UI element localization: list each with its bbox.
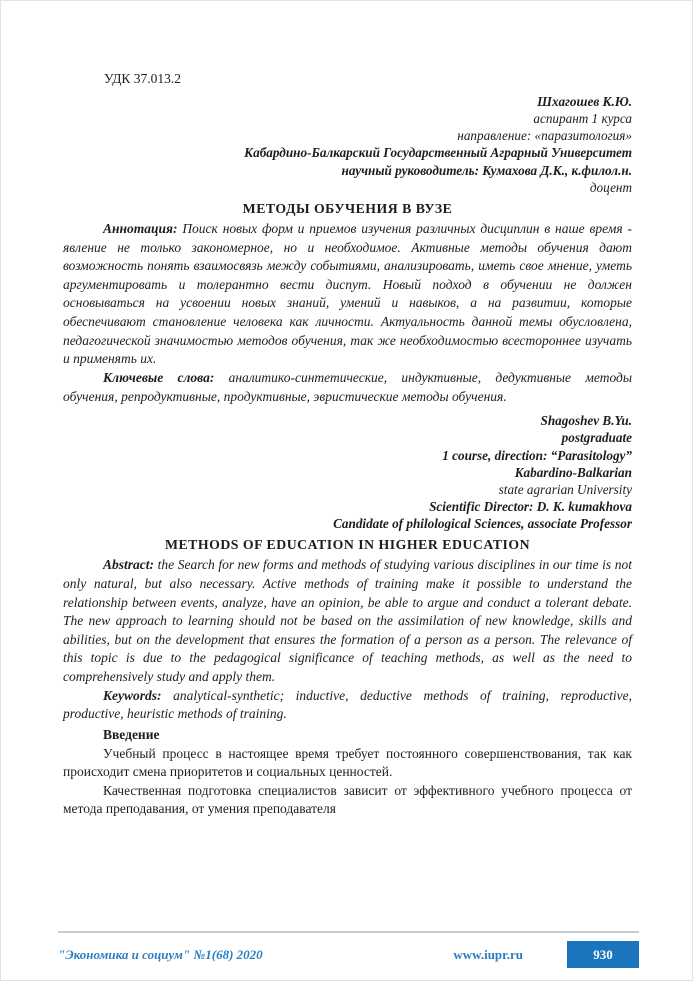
footer-page-number: 930 [567,941,639,968]
paragraph-1: Учебный процесс в настоящее время требует постоянного совершенствования, так как происходит смена приоритетов и социальных ценностей. [63,745,632,780]
author-block-ru [63,93,632,196]
section-heading-introduction: Введение [103,726,160,742]
author-direction-en: 1 course, direction: “Parasitology” [442,447,632,463]
scientific-director-ru: научный руководитель: Кумахова Д.К., к.филол.н. [341,162,632,178]
author-university-ru: Кабардино-Балкарский Государственный Аграрный Университет [244,145,632,161]
author-name-ru: Шхагошев К.Ю. [537,94,632,109]
author-direction-ru: направление: «паразитология» [457,128,632,144]
keywords-en [63,687,632,724]
abstract-ru-label: Аннотация: [103,220,178,236]
article-title-ru: МЕТОДЫ ОБУЧЕНИЯ В ВУЗЕ [242,200,453,216]
author-university-en-2: state agrarian University [498,481,632,497]
article-title-en: METHODS OF EDUCATION IN HIGHER EDUCATION [164,537,531,553]
author-block-en [63,412,632,532]
keywords-en-text: analytical-synthetic; inductive, deductive methods of training, reproductive, productive, heuristic methods of training. [63,687,632,722]
keywords-ru-text: аналитико-синтетические, индуктивные, дедуктивные методы обучения, репродуктивные, продуктивные, эвристические методы обучения. [63,369,632,404]
udk-code: УДК 37.013.2 [104,71,182,86]
scientific-director-en: Scientific Director: D. K. kumakhova [429,498,632,514]
author-degree-en: postgraduate [561,430,632,446]
page-footer [58,931,639,968]
footer-site-url: www.iupr.ru [453,946,523,962]
abstract-en-text: the Search for new forms and methods of studying various disciplines in our time is not only natural, but also necessary. Active methods of training make it possible to understand the relationship between events, analyze, have an opinion, be able to argue and conduct a tolerant debate. The new approach to learning should not be based on the assimilation of new knowledge, skills and abilities, but on the development that ensures the formation of a person as a person. The relevance of this topic is due to the pedagogical significance of teaching methods, as well as the need to comprehensively study and apply them. [63,557,632,685]
keywords-en-label: Keywords: [103,687,162,703]
author-degree-ru: аспирант 1 курса [533,111,632,127]
article-content [63,71,632,819]
director-title-ru: доцент [589,179,632,195]
footer-journal-title: "Экономика и социум" №1(68) 2020 [58,946,263,962]
abstract-ru [63,220,632,369]
author-name-en: Shagoshev B.Yu. [540,413,632,429]
paragraph-2: Качественная подготовка специалистов зависит от эффективного учебного процесса от метода преподавания, от умения преподавателя [63,782,632,817]
author-university-en-1: Kabardino-Balkarian [514,464,632,480]
director-title-en: Candidate of philological Sciences, associate Professor [333,516,632,532]
abstract-en [63,556,632,686]
keywords-ru [63,369,632,406]
keywords-ru-label: Ключевые слова: [103,369,215,385]
abstract-en-label: Abstract: [103,557,155,573]
abstract-ru-text: Поиск новых форм и приемов изучения различных дисциплин в наше время - явление не только закономерное, но и необходимое. Активные методы обучения дают возможность понять взаимосвязь между событиями, анализировать, иметь свое мнение, уметь аргументировать и толерантно вести диспут. Новый подход в обучении не должен основываться на усвоении новых знаний, умений и навыков, а на развитии, которые обеспечивают становление человека как личности. Актуальность данной темы обусловлена, педагогической значимостью методов обучения, так же необходимостью всестороннее изучать и применять их. [63,220,633,367]
